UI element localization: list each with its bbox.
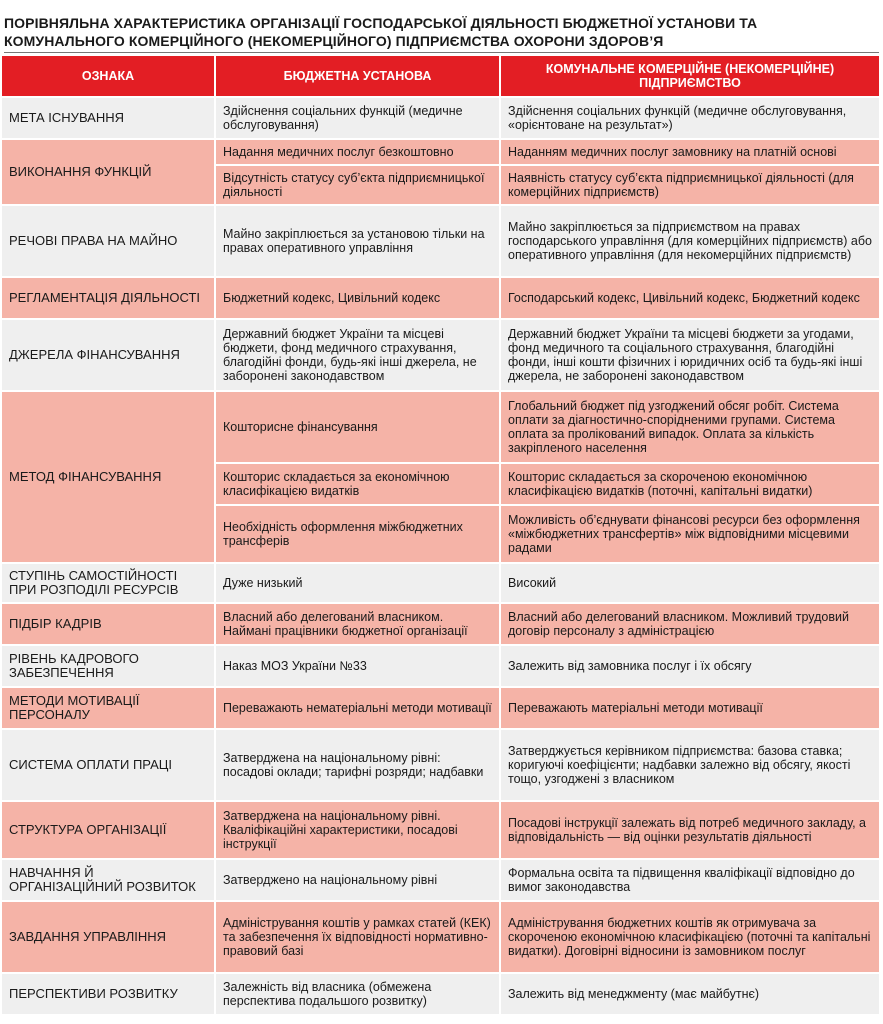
row-budget-cell: Кошторис складається за економічною класифікацією видатків: [216, 464, 501, 506]
row-enterprise-cell: Наявність статусу суб’єкта підприємницької діяльності (для комерційних підприємств): [501, 166, 881, 206]
row-feature: РЕЧОВІ ПРАВА НА МАЙНО: [2, 206, 216, 278]
row-feature: НАВЧАННЯ Й ОРГАНІЗАЦІЙНИЙ РОЗВИТОК: [2, 860, 216, 902]
table-row: [2, 730, 881, 802]
row-enterprise-cell: Високий: [501, 564, 881, 604]
row-budget-cell: Затверджена на національному рівні. Кваліфікаційні характеристики, посадові інструкції: [216, 802, 501, 860]
row-feature: МЕТА ІСНУВАННЯ: [2, 98, 216, 140]
table-row: [2, 604, 881, 646]
row-budget-cell: Адміністрування коштів у рамках статей (КЕК) та забезпечення їх відповідності нормативно-правовий базі: [216, 902, 501, 974]
header-municipal-enterprise: КОМУНАЛЬНЕ КОМЕРЦІЙНЕ (НЕКОМЕРЦІЙНЕ) ПІДПРИЄМСТВО: [501, 56, 881, 98]
row-enterprise-cell: Майно закріплюється за підприємством на правах господарського управління (для комерційних підприємств) або оперативного управління (для некомерційних підприємств): [501, 206, 881, 278]
row-feature: ДЖЕРЕЛА ФІНАНСУВАННЯ: [2, 320, 216, 392]
table-row: [2, 320, 881, 392]
header-feature: ОЗНАКА: [2, 56, 216, 98]
row-enterprise-cell: Можливість об’єднувати фінансові ресурси без оформлення «міжбюджетних трансфертів» між відповідними місцевими радами: [501, 506, 881, 564]
row-budget-cell: Дуже низький: [216, 564, 501, 604]
row-enterprise-cell: Глобальний бюджет під узгоджений обсяг робіт. Система оплати за діагностично-спорідненими групами. Система оплата за пролікований випадок. Оплата за кількість закріпленого населення: [501, 392, 881, 464]
row-feature: МЕТОДИ МОТИВАЦІЇ ПЕРСОНАЛУ: [2, 688, 216, 730]
table-row: [2, 392, 881, 464]
row-enterprise-cell: Кошторис складається за скороченою економічною класифікацією видатків (поточні, капітальні видатки): [501, 464, 881, 506]
row-budget-cell: Державний бюджет України та місцеві бюджети, фонд медичного страхування, благодійні фонди, будь-які інші джерела, не заборонені законодавством: [216, 320, 501, 392]
row-feature: ВИКОНАННЯ ФУНКЦІЙ: [2, 140, 216, 206]
document-title: ПОРІВНЯЛЬНА ХАРАКТЕРИСТИКА ОРГАНІЗАЦІЇ ГОСПОДАРСЬКОЇ ДІЯЛЬНОСТІ БЮДЖЕТНОЇ УСТАНОВИ ТА КОМУНАЛЬНОГО КОМЕРЦІЙНОГО (НЕКОМЕРЦІЙНОГО) ПІДПРИЄМСТВА ОХОРОНИ ЗДОРОВ’Я: [4, 15, 758, 49]
row-feature: СИСТЕМА ОПЛАТИ ПРАЦІ: [2, 730, 216, 802]
table-row: [2, 802, 881, 860]
table-row: [2, 564, 881, 604]
row-enterprise-cell: Господарський кодекс, Цивільний кодекс, Бюджетний кодекс: [501, 278, 881, 320]
table-row: [2, 974, 881, 1016]
row-feature: СТУПІНЬ САМОСТІЙНОСТІ ПРИ РОЗПОДІЛІ РЕСУРСІВ: [2, 564, 216, 604]
row-feature: ЗАВДАННЯ УПРАВЛІННЯ: [2, 902, 216, 974]
row-enterprise-cell: Здійснення соціальних функцій (медичне обслуговування, «орієнтоване на результат»): [501, 98, 881, 140]
row-feature: ПЕРСПЕКТИВИ РОЗВИТКУ: [2, 974, 216, 1016]
table-row: [2, 646, 881, 688]
row-enterprise-cell: Адміністрування бюджетних коштів як отримувача за скороченою економічною класифікацією (поточні та капітальні видатки). Договірні відносини із замовником послуг: [501, 902, 881, 974]
comparison-table: [2, 56, 881, 1016]
row-enterprise-cell: Наданням медичних послуг замовнику на платній основі: [501, 140, 881, 166]
row-enterprise-cell: Затверджується керівником підприємства: базова ставка; коригуючі коефіцієнти; надбавки залежно від обсягу, якості тощо, узгоджені з власником: [501, 730, 881, 802]
row-budget-cell: Здійснення соціальних функцій (медичне обслуговування): [216, 98, 501, 140]
row-feature: РІВЕНЬ КАДРОВОГО ЗАБЕЗПЕЧЕННЯ: [2, 646, 216, 688]
row-budget-cell: Переважають нематеріальні методи мотивації: [216, 688, 501, 730]
row-enterprise-cell: Власний або делегований власником. Можливий трудовий договір персоналу з адміністрацією: [501, 604, 881, 646]
row-budget-cell: Відсутність статусу суб’єкта підприємницької діяльності: [216, 166, 501, 206]
row-budget-cell: Майно закріплюється за установою тільки на правах оперативного управління: [216, 206, 501, 278]
row-budget-cell: Кошторисне фінансування: [216, 392, 501, 464]
table-row: [2, 140, 881, 166]
table-row: [2, 860, 881, 902]
row-enterprise-cell: Залежить від замовника послуг і їх обсягу: [501, 646, 881, 688]
title-divider: [4, 52, 879, 53]
row-feature: СТРУКТУРА ОРГАНІЗАЦІЇ: [2, 802, 216, 860]
row-enterprise-cell: Державний бюджет України та місцеві бюджети за угодами, фонд медичного та соціального страхування, благодійні фонди, інші кошти фізичних і юридичних осіб та будь-які інші джерела, не заборонені законодавством: [501, 320, 881, 392]
row-enterprise-cell: Посадові інструкції залежать від потреб медичного закладу, а відповідальність — від оцінки результатів діяльності: [501, 802, 881, 860]
table-row: [2, 98, 881, 140]
table-row: [2, 278, 881, 320]
row-feature: МЕТОД ФІНАНСУВАННЯ: [2, 392, 216, 564]
row-budget-cell: Надання медичних послуг безкоштовно: [216, 140, 501, 166]
table-row: [2, 206, 881, 278]
row-budget-cell: Наказ МОЗ України №33: [216, 646, 501, 688]
row-enterprise-cell: Формальна освіта та підвищення кваліфікації відповідно до вимог законодавства: [501, 860, 881, 902]
row-budget-cell: Затверджено на національному рівні: [216, 860, 501, 902]
row-feature: ПІДБІР КАДРІВ: [2, 604, 216, 646]
row-budget-cell: Залежність від власника (обмежена перспектива подальшого розвитку): [216, 974, 501, 1016]
row-budget-cell: Затверджена на національному рівні: посадові оклади; тарифні розряди; надбавки: [216, 730, 501, 802]
row-budget-cell: Власний або делегований власником. Наймані працівники бюджетної організації: [216, 604, 501, 646]
row-enterprise-cell: Переважають матеріальні методи мотивації: [501, 688, 881, 730]
row-feature: РЕГЛАМЕНТАЦІЯ ДІЯЛЬНОСТІ: [2, 278, 216, 320]
table-row: [2, 902, 881, 974]
row-budget-cell: Необхідність оформлення міжбюджетних трансферів: [216, 506, 501, 564]
header-budget-institution: БЮДЖЕТНА УСТАНОВА: [216, 56, 501, 98]
row-budget-cell: Бюджетний кодекс, Цивільний кодекс: [216, 278, 501, 320]
table-header-row: [2, 56, 881, 98]
table-row: [2, 688, 881, 730]
row-enterprise-cell: Залежить від менеджменту (має майбутнє): [501, 974, 881, 1016]
